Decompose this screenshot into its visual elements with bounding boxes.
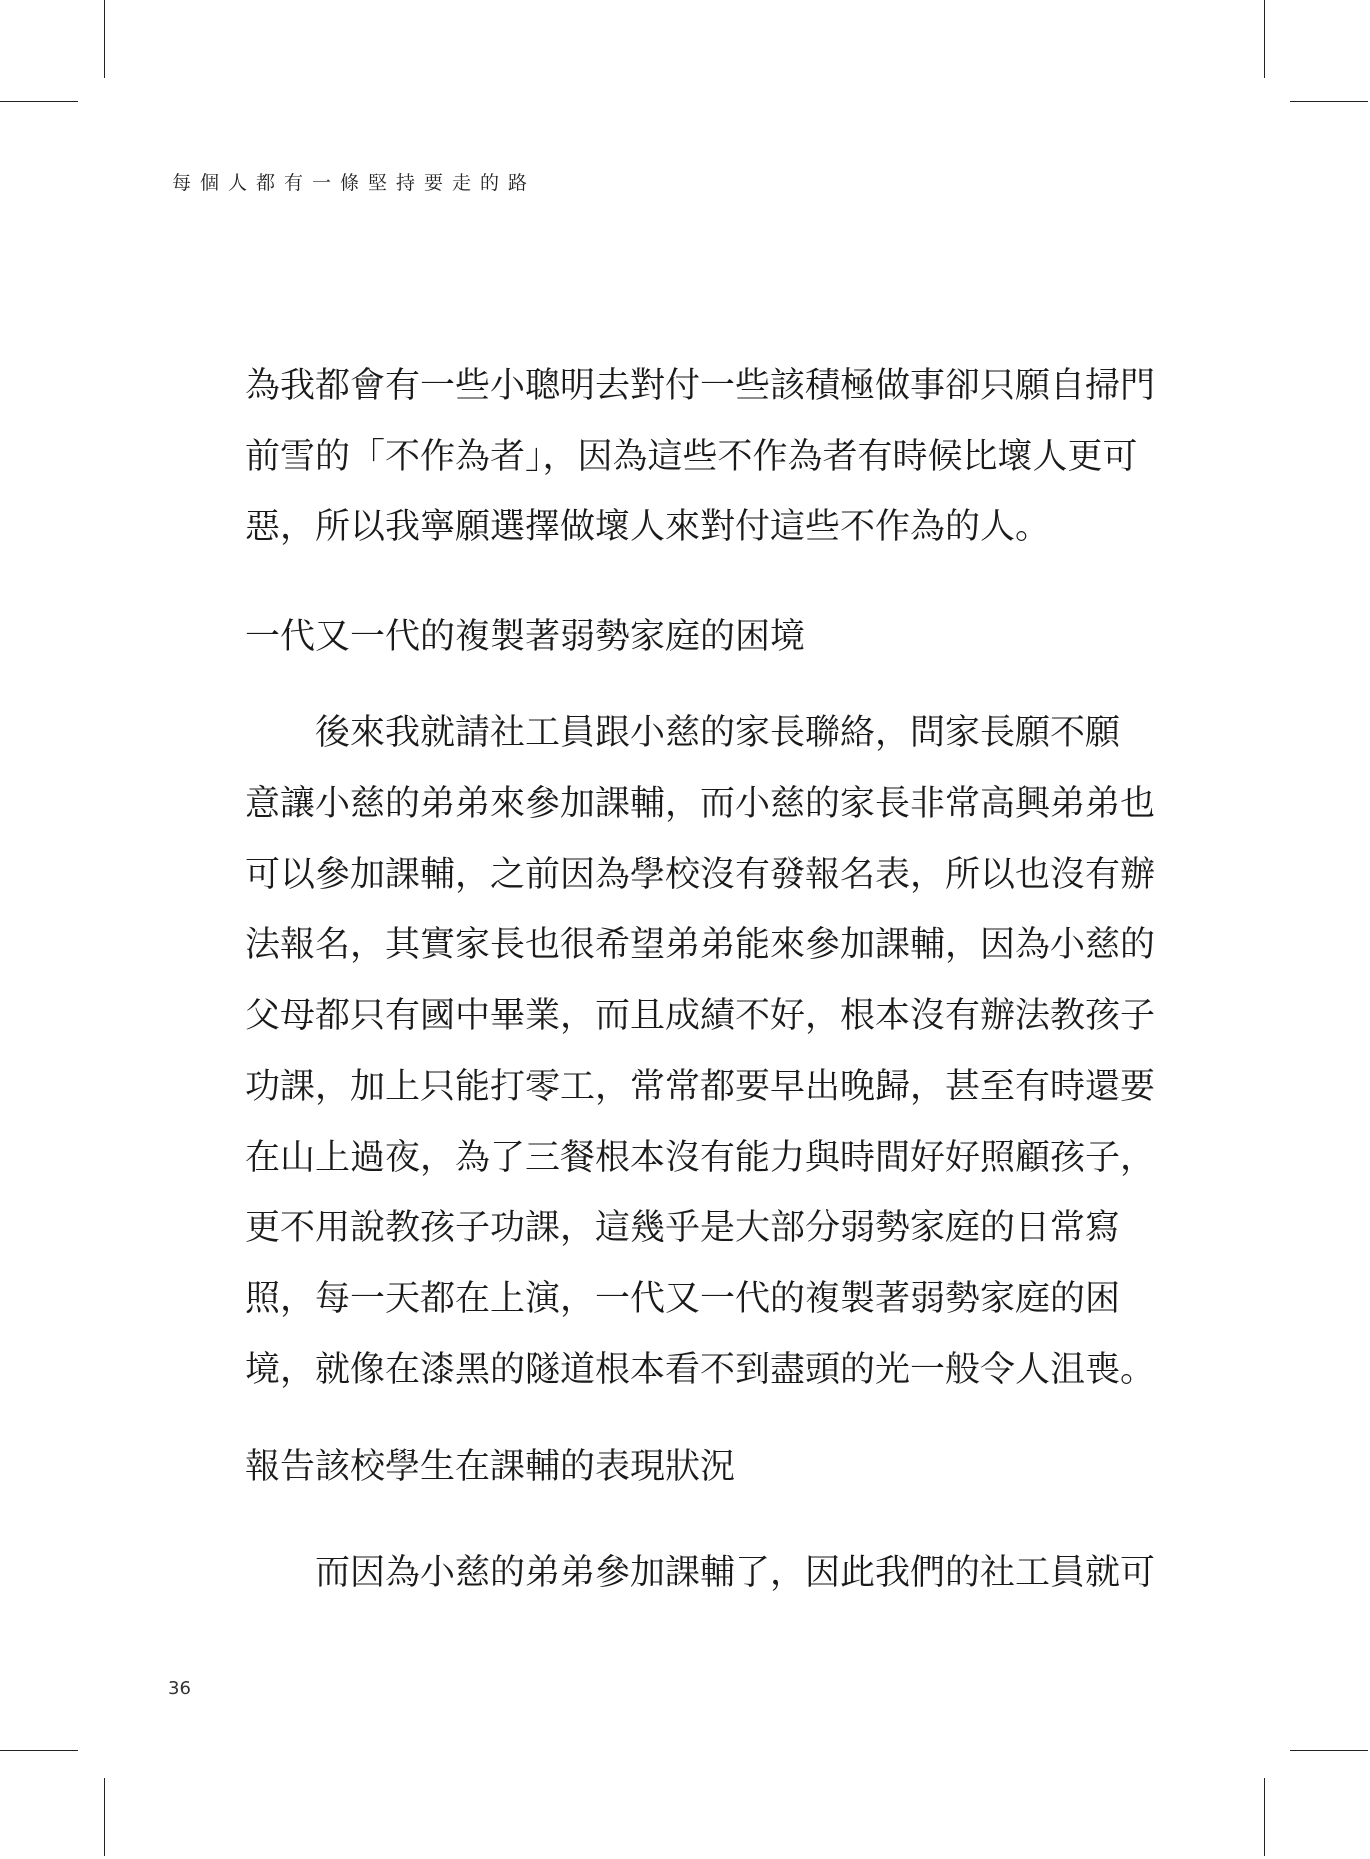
- crop-mark-top-right: [1264, 0, 1265, 78]
- body-line: 意讓小慈的弟弟來參加課輔，而小慈的家長非常高興弟弟也: [245, 784, 1156, 824]
- body-line: 照，每一天都在上演，一代又一代的複製著弱勢家庭的困: [245, 1279, 1121, 1319]
- body-line: 在山上過夜，為了三餐根本沒有能力與時間好好照顧孩子，: [245, 1138, 1156, 1178]
- section-heading: 報告該校學生在課輔的表現狀況: [245, 1447, 736, 1487]
- body-line: 惡，所以我寧願選擇做壞人來對付這些不作為的人。: [245, 507, 1051, 547]
- body-line: 後來我就請社工員跟小慈的家長聯絡，問家長願不願: [245, 713, 1121, 753]
- body-line: 父母都只有國中畢業，而且成績不好，根本沒有辦法教孩子: [245, 996, 1156, 1036]
- body-line: 境，就像在漆黑的隧道根本看不到盡頭的光一般令人沮喪。: [245, 1350, 1156, 1390]
- crop-mark-bottom-right: [1264, 1778, 1265, 1856]
- page-number: 36: [168, 1678, 191, 1699]
- running-title: 每個人都有一條堅持要走的路: [172, 172, 537, 194]
- section-heading: 一代又一代的複製著弱勢家庭的困境: [245, 617, 806, 657]
- crop-mark-bottom-left: [104, 1778, 105, 1856]
- crop-mark-top-left-h: [0, 101, 78, 102]
- crop-mark-top-right-h: [1290, 101, 1368, 102]
- crop-mark-bottom-right-h: [1290, 1750, 1368, 1751]
- crop-mark-bottom-left-h: [0, 1750, 78, 1751]
- body-line: 而因為小慈的弟弟參加課輔了，因此我們的社工員就可: [245, 1553, 1156, 1593]
- crop-mark-top-left: [104, 0, 105, 78]
- body-line: 法報名，其實家長也很希望弟弟能來參加課輔，因為小慈的: [245, 925, 1156, 965]
- body-line: 更不用說教孩子功課，這幾乎是大部分弱勢家庭的日常寫: [245, 1208, 1121, 1248]
- body-line: 為我都會有一些小聰明去對付一些該積極做事卻只願自掃門: [245, 366, 1156, 406]
- body-line: 前雪的「不作為者」，因為這些不作為者有時候比壞人更可: [245, 437, 1138, 477]
- body-line: 可以參加課輔，之前因為學校沒有發報名表，所以也沒有辦: [245, 855, 1156, 895]
- body-line: 功課，加上只能打零工，常常都要早出晚歸，甚至有時還要: [245, 1067, 1156, 1107]
